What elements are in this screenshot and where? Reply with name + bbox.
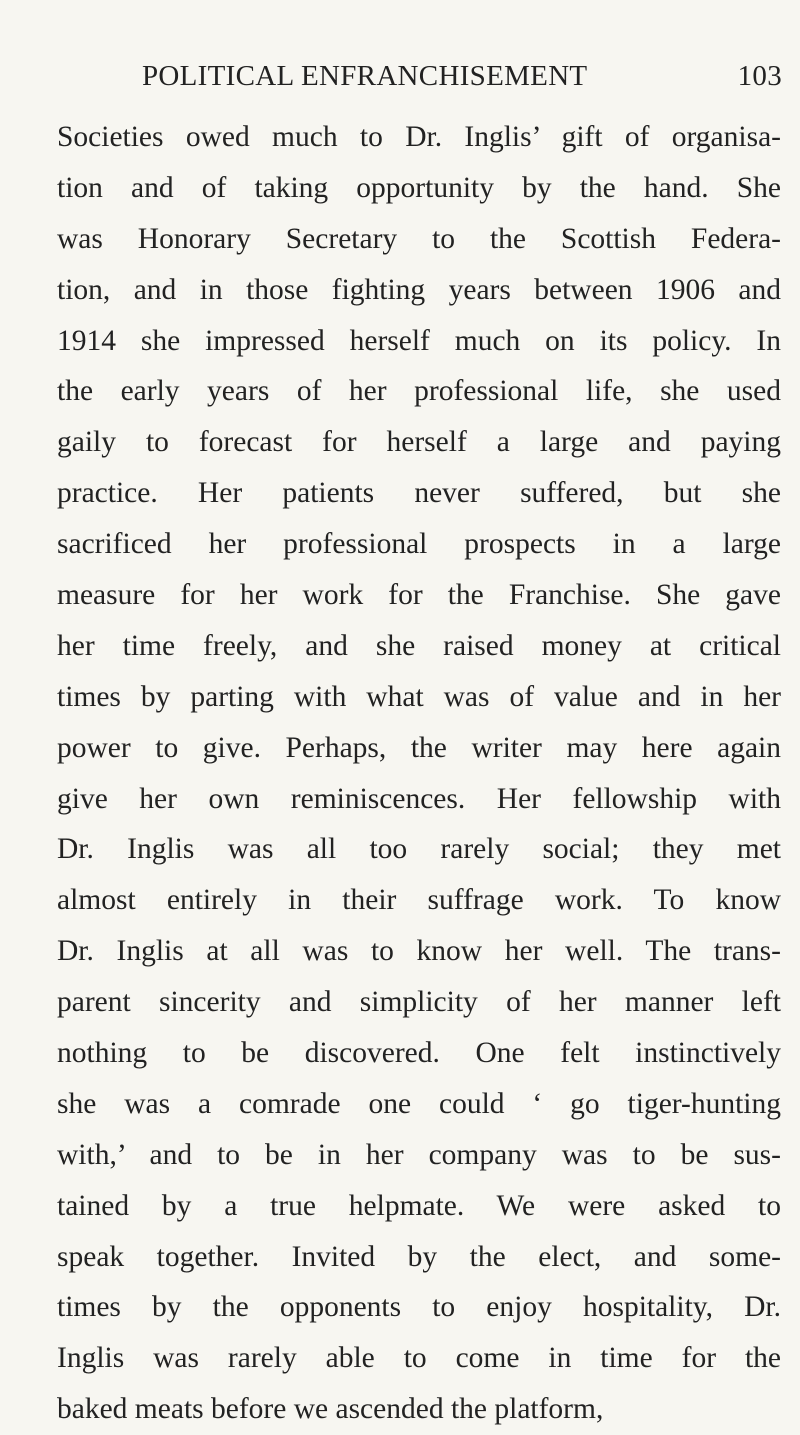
text-line: with,’ and to be in her company was to be sus- <box>57 1138 781 1171</box>
text-line: power to give. Perhaps, the writer may here again <box>57 731 781 764</box>
text-line: tion, and in those fighting years between 1906 and <box>57 273 781 306</box>
text-line: nothing to be discovered. One felt instinctively <box>57 1037 781 1070</box>
text-line: times by parting with what was of value and in her <box>57 680 781 713</box>
text-line: the early years of her professional life, she used <box>57 375 781 408</box>
text-line: speak together. Invited by the elect, and some- <box>57 1240 781 1273</box>
text-line: her time freely, and she raised money at critical <box>57 629 781 662</box>
text-line: sacrificed her professional prospects in a large <box>57 528 781 561</box>
text-line: Dr. Inglis at all was to know her well. The trans- <box>57 935 781 968</box>
text-line: give her own reminiscences. Her fellowship with <box>57 782 781 815</box>
text-line: parent sincerity and simplicity of her manner left <box>57 986 781 1019</box>
text-line: Dr. Inglis was all too rarely social; they met <box>57 833 781 866</box>
page-number: 103 <box>737 60 782 92</box>
text-line: baked meats before we ascended the platform, <box>57 1393 604 1426</box>
running-head <box>142 60 782 100</box>
text-line: Societies owed much to Dr. Inglis’ gift of organisa- <box>57 121 781 153</box>
text-line: almost entirely in their suffrage work. To know <box>57 884 781 917</box>
text-line: was Honorary Secretary to the Scottish Federa- <box>57 222 781 255</box>
text-line: 1914 she impressed herself much on its policy. In <box>57 324 781 357</box>
text-line: Inglis was rarely able to come in time for the <box>57 1342 781 1375</box>
text-line: gaily to forecast for herself a large and paying <box>57 426 781 459</box>
text-line: measure for her work for the Franchise. She gave <box>57 579 781 612</box>
body-text <box>57 112 781 1435</box>
text-line: tained by a true helpmate. We were asked to <box>57 1189 781 1222</box>
text-line: tion and of taking opportunity by the hand. She <box>57 171 781 204</box>
running-title: POLITICAL ENFRANCHISEMENT <box>142 60 588 92</box>
text-line: practice. Her patients never suffered, but she <box>57 477 781 510</box>
text-line: times by the opponents to enjoy hospitality, Dr. <box>57 1291 781 1324</box>
text-line: she was a comrade one could ‘ go tiger-hunting <box>57 1087 781 1120</box>
